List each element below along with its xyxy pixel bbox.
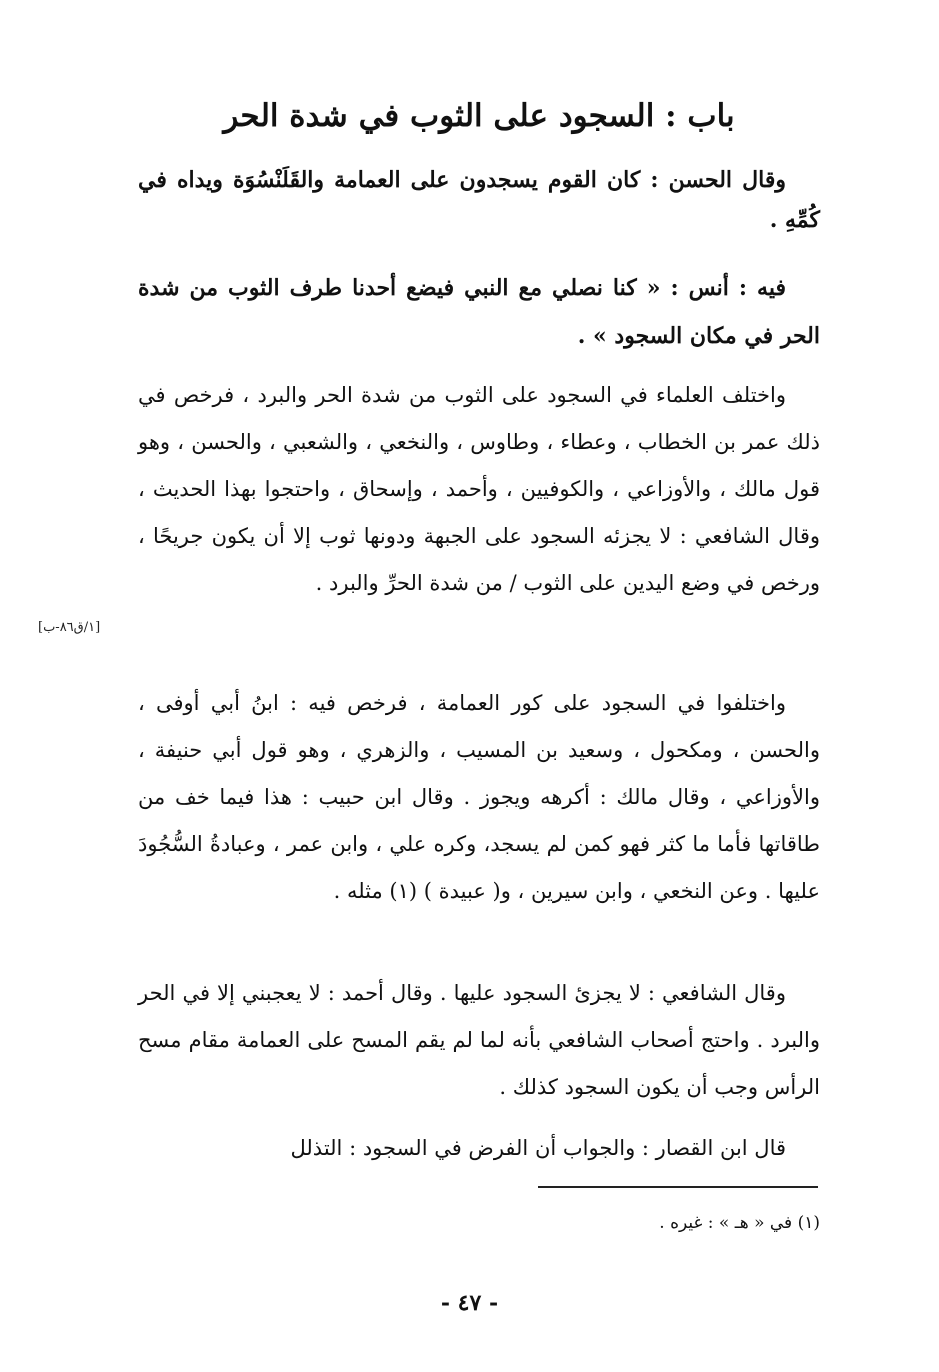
footnote: (١) في « هـ » : غيره . [659,1213,820,1233]
hasan-quote-paragraph: وقال الحسن : كان القوم يسجدون على العمامة والقَلَنْسُوَة ويداه في كُمِّهِ . [138,167,820,233]
chapter-title: باب : السجود على الثوب في شدة الحر [223,98,735,134]
shafii-opinion-paragraph: وقال الشافعي : لا يجزئ السجود عليها . وقال أحمد : لا يعجبني إلا في الحر والبرد . واحتج أصحاب الشافعي بأنه لما لم يقم المسح على العمامة مقام مسح الرأس وجب أن يكون السجود كذلك . [138,981,820,1099]
page-number: - ٤٧ - [440,1290,499,1316]
footnote-divider [538,1186,818,1188]
manuscript-folio-note: [١/ق٨٦-ب] [38,620,101,635]
turban-disagreement-paragraph: واختلفوا في السجود على كور العمامة ، فرخص فيه : ابنُ أبي أوفى ، والحسن ، ومكحول ، وسعيد بن المسيب ، والزهري ، وهو قول أبي حنيفة ، والأوزاعي ، وقال مالك : أكرهه ويجوز . وقال ابن حبيب : هذا فيما خف من طاقاتها فأما ما كثر فهو كمن لم يسجد، وكره علي ، وابن عمر ، وعبادةُ السُّجُودَ عليها . وعن النخعي ، وابن سيرين ، و( عبيدة ) (١) مثله . [138,691,820,903]
anas-hadith-paragraph: فيه : أنس : « كنا نصلي مع النبي فيضع أحدنا طرف الثوب من شدة الحر في مكان السجود » . [138,275,820,349]
ibn-qassar-paragraph: قال ابن القصار : والجواب أن الفرض في السجود : التذلل [290,1136,786,1160]
scholars-disagreement-paragraph: واختلف العلماء في السجود على الثوب من شدة الحر والبرد ، فرخص في ذلك عمر بن الخطاب ، وعطاء ، وطاوس ، والنخعي ، والشعبي ، والحسن ، وهو قول مالك ، والأوزاعي ، والكوفيين ، وأحمد ، وإسحاق ، واحتجوا بهذا الحديث ، وقال الشافعي : لا يجزئه السجود على الجبهة ودونها ثوب إلا أن يكون جريحًا ، ورخص في وضع اليدين على الثوب / من شدة الحرِّ والبرد . [138,383,820,595]
